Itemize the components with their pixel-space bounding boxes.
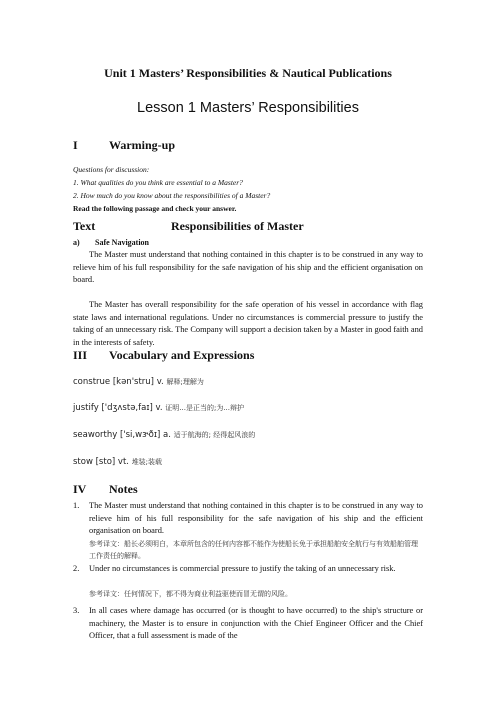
vocab-item — [73, 403, 244, 413]
section-a-heading — [73, 238, 149, 247]
vocab-item — [73, 377, 204, 387]
paragraph-1: The Master must understand that nothing contained in this chapter is to be construed in any way to relieve him of his full responsibility for the safe navigation of his ship and the efficient organisation on board. — [73, 250, 423, 284]
note-number: 2. — [73, 564, 80, 573]
notes-heading — [73, 482, 138, 497]
note-number: 3. — [73, 606, 80, 615]
paragraph-2: The Master has overall responsibility for the safe operation of his vessel in accordance with flag state laws and international regulations. Under no circumstances is commercial pressure to justify the taking of an unnecessary risk. The Company will support a decision taken by a Master in good faith and in the interests of safety. — [73, 300, 423, 347]
section-title: Notes — [109, 482, 138, 496]
warming-up-heading — [73, 138, 175, 153]
vocab-word: justify ['dʒʌstə,faɪ] v. — [73, 403, 163, 413]
vocab-meaning: 堆装;装载 — [131, 458, 163, 466]
question-1: 1. What qualities do you think are essential to a Master? — [73, 178, 243, 187]
reading-instruction: Read the following passage and check your answer. — [73, 204, 237, 213]
section-a-label: a) — [73, 238, 80, 247]
note-1-text: The Master must understand that nothing contained in this chapter is to be construed in any way to relieve him of his full responsibility for the safe navigation of his ship and the efficient organisation on board. — [89, 501, 423, 535]
vocab-meaning: 适于航海的; 经得起风浪的 — [173, 431, 256, 439]
text-label: Text — [73, 219, 96, 233]
vocab-meaning: 解释;理解为 — [166, 378, 204, 386]
note-2-translation: 参考译文：任何情况下，都不得为商业利益驱使而冒无谓的风险。 — [89, 590, 292, 598]
question-2: 2. How much do you know about the responsibilities of a Master? — [73, 191, 271, 200]
note-3-text: In all cases where damage has occurred (or is thought to have occurred) to the ship's structure or machinery, the Master is to ensure in conjunction with the Chief Engineer Officer and the Chief Officer, that a full assessment is made of the — [89, 606, 423, 640]
note-2-text: Under no circumstances is commercial pressure to justify the taking of an unnecessary risk. — [89, 564, 396, 573]
questions-label: Questions for discussion: — [73, 165, 150, 174]
note-1-translation: 参考译文：船长必须明白，本章所包含的任何内容都不能作为使船长免于承担船舶安全航行与有效船舶管理工作责任的解释。 — [89, 540, 418, 560]
lesson-title: Lesson 1 Masters’ Responsibilities — [137, 100, 359, 116]
vocab-word: stow [sto] vt. — [73, 457, 129, 467]
vocab-word: seaworthy ['si,wɝðɪ] a. — [73, 430, 171, 440]
text-title: Responsibilities of Master — [171, 219, 304, 233]
section-number: III — [73, 348, 88, 362]
vocab-word: construe [kən'stru] v. — [73, 377, 164, 387]
section-title: Vocabulary and Expressions — [109, 348, 255, 362]
section-number: I — [73, 138, 78, 152]
section-number: IV — [73, 482, 87, 496]
vocab-item — [73, 457, 162, 467]
unit-title: Unit 1 Masters’ Responsibilities & Nautical Publications — [104, 66, 392, 80]
note-number: 1. — [73, 501, 80, 510]
vocab-item — [73, 430, 255, 440]
text-heading — [73, 219, 304, 234]
vocabulary-heading — [73, 348, 254, 363]
vocab-meaning: 证明...是正当的;为...辩护 — [165, 404, 244, 412]
section-title: Warming-up — [109, 138, 176, 152]
section-a-title: Safe Navigation — [95, 238, 149, 247]
